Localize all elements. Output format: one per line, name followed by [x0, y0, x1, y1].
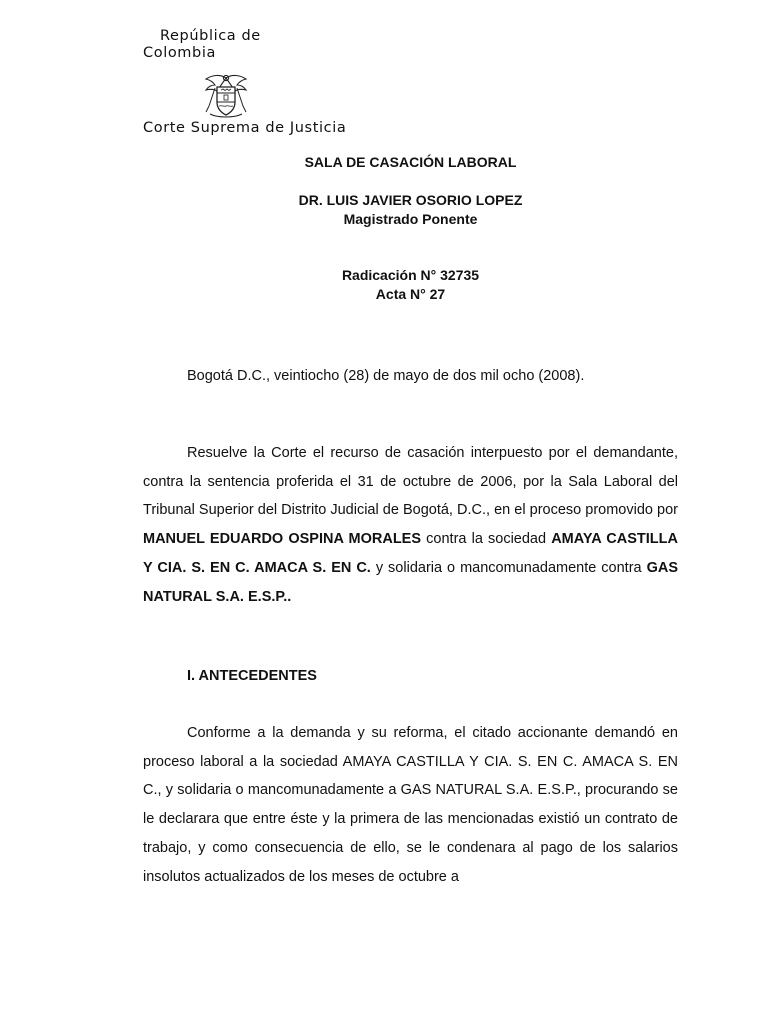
magistrate-name: DR. LUIS JAVIER OSORIO LOPEZ: [298, 192, 523, 208]
acta-number: Acta N° 27: [375, 286, 446, 302]
country-name-line1: República de: [160, 28, 261, 44]
colombian-coat-of-arms-icon: [200, 72, 252, 120]
country-name-line2: Colombia: [143, 45, 216, 61]
chamber-name: SALA DE CASACIÓN LABORAL: [304, 154, 517, 170]
plaintiff-name: MANUEL EDUARDO OSPINA MORALES: [143, 531, 422, 548]
radicacion-number: Radicación N° 32735: [341, 267, 480, 283]
antecedentes-paragraph: Conforme a la demanda y su reforma, el citado accionante demandó en proceso laboral a la sociedad AMAYA CASTILLA Y CIA. S. EN C. AMACA S. EN C., y solidaria o mancomunadamente a GAS NATURAL S.A. E.S.P., procurando se le declarara que entre éste y la primera de las mencionadas existió un contrato de trabajo, y como consecuencia de ello, se le condenara al pago de los salarios insolutos actualizados de los meses de octubre a: [143, 725, 678, 885]
intro-text-3: y solidaria o mancomunadamente contra: [370, 559, 647, 576]
intro-paragraph: [143, 439, 678, 611]
letterhead: [143, 28, 403, 62]
case-reference-block: [143, 266, 678, 304]
defendant-1-name: AMAYA CASTILLA Y CIA. S. EN C. AMACA S. EN C.: [143, 531, 678, 576]
defendant-2-name: GAS NATURAL S.A. E.S.P..: [143, 559, 678, 605]
section-heading: I. ANTECEDENTES: [187, 668, 317, 684]
magistrate-block: [143, 191, 678, 229]
intro-text-2: contra la sociedad: [421, 531, 552, 548]
chamber-title: [143, 153, 678, 172]
magistrate-role: Magistrado Ponente: [343, 211, 478, 227]
date-line: Bogotá D.C., veintiocho (28) de mayo de dos mil ocho (2008).: [187, 368, 585, 384]
court-name: Corte Suprema de Justicia: [143, 120, 347, 136]
intro-text-1: Resuelve la Corte el recurso de casación interpuesto por el demandante, contra la sentencia proferida el 31 de octubre de 2006, por la Sala Laboral del Tribunal Superior del Distrito Judicial de Bogotá, D.C., en el proceso promovido por: [143, 445, 678, 519]
